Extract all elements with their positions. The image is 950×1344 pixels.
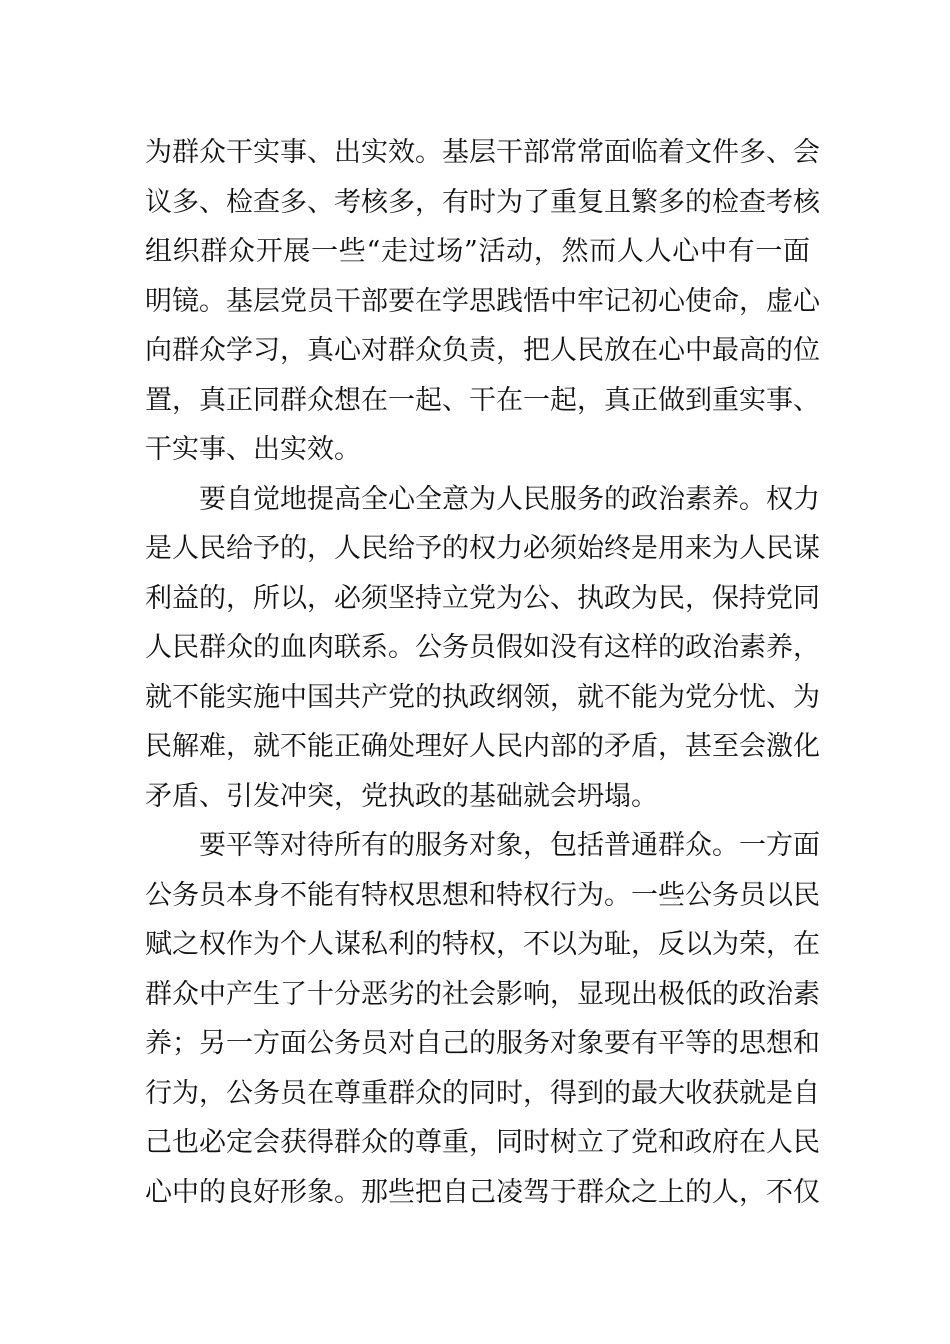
text-line: 群众中产生了十分恶劣的社会影响，显现出极低的政治素	[145, 978, 820, 1010]
text-line: 人民群众的血肉联系。公务员假如没有这样的政治素养，	[145, 632, 820, 663]
text-line: 要自觉地提高全心全意为人民服务的政治素养。权力	[199, 483, 820, 515]
text-line: 行为，公务员在尊重群众的同时，得到的最大收获就是自	[145, 1077, 820, 1109]
text-line: 利益的，所以，必须坚持立党为公、执政为民，保持党同	[145, 582, 820, 614]
text-line: 养；另一方面公务员对自己的服务对象要有平等的思想和	[145, 1028, 820, 1059]
text-line: 置，真正同群众想在一起、干在一起，真正做到重实事、	[145, 384, 820, 416]
text-line: 赋之权作为个人谋私利的特权，不以为耻，反以为荣，在	[145, 929, 820, 960]
paragraph	[145, 128, 820, 475]
paragraph	[145, 475, 820, 822]
text-line: 就不能实施中国共产党的执政纲领，就不能为党分忧、为	[145, 681, 820, 713]
text-line: 公务员本身不能有特权思想和特权行为。一些公务员以民	[145, 879, 820, 911]
text-line: 民解难，就不能正确处理好人民内部的矛盾，甚至会激化	[145, 731, 820, 762]
text-line: 议多、检查多、考核多，有时为了重复且繁多的检查考核	[145, 186, 820, 218]
paragraph	[145, 821, 820, 1217]
text-line: 向群众学习，真心对群众负责，把人民放在心中最高的位	[145, 335, 820, 366]
text-line: 矛盾、引发冲突，党执政的基础就会坍塌。	[145, 780, 658, 812]
text-line: 干实事、出实效。	[145, 434, 361, 465]
text-line: 要平等对待所有的服务对象，包括普通群众。一方面	[199, 830, 820, 861]
text-line: 是人民给予的，人民给予的权力必须始终是用来为人民谋	[145, 533, 820, 564]
text-line: 明镜。基层党员干部要在学思践悟中牢记初心使命，虚心	[145, 285, 820, 317]
text-line: 心中的良好形象。那些把自己凌驾于群众之上的人，不仅	[145, 1176, 820, 1208]
text-line: 组织群众开展一些“走过场”活动，然而人人心中有一面	[145, 236, 810, 267]
text-line: 为群众干实事、出实效。基层干部常常面临着文件多、会	[145, 137, 820, 168]
body-text	[145, 128, 820, 1217]
text-line: 己也必定会获得群众的尊重，同时树立了党和政府在人民	[145, 1127, 820, 1158]
